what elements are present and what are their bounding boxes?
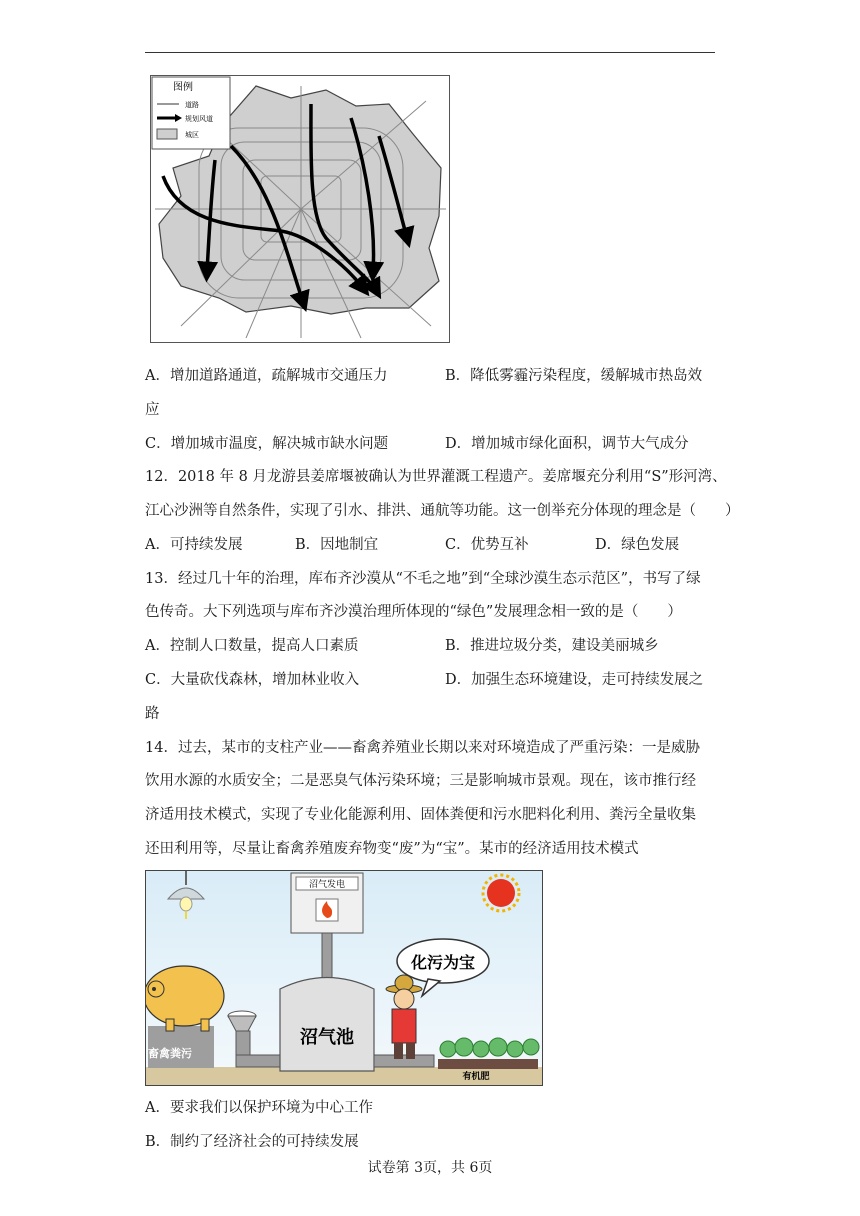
q11-option-a[interactable]: A．增加道路通道，疏解城市交通压力 [145, 368, 388, 384]
q13-option-c[interactable]: C．大量砍伐森林，增加林业收入 [145, 672, 360, 688]
page-footer: 试卷第 3页，共 6页 [367, 1160, 493, 1176]
q13-option-d[interactable]: D．加强生态环境建设，走可持续发展之 [445, 672, 704, 688]
q13-option-d-cont: 路 [145, 706, 160, 722]
manure-label: 畜禽粪污 [148, 1047, 192, 1060]
q14-stem-line1: 14．过去，某市的支柱产业——畜禽养殖业长期以来对环境造成了严重污染：一是威胁 [145, 740, 700, 756]
q11-option-c[interactable]: C．增加城市温度，解决城市缺水问题 [145, 436, 389, 452]
q11-option-b[interactable]: B．降低雾霾污染程度，缓解城市热岛效 [445, 368, 703, 384]
q13-stem-line1: 13．经过几十年的治理，库布齐沙漠从“不毛之地”到“全球沙漠生态示范区”，书写了绿 [145, 571, 701, 587]
q11-option-d[interactable]: D．增加城市绿化面积，调节大气成分 [445, 436, 689, 452]
legend-road: 道路 [185, 101, 199, 109]
q13-stem-line2: 色传奇。大下列选项与库布齐沙漠治理所体现的“绿色”发展理念相一致的是（ ） [145, 604, 682, 620]
q14-option-b[interactable]: B．制约了经济社会的可持续发展 [145, 1134, 359, 1150]
ventilation-corridor-map [150, 75, 450, 343]
q13-option-a[interactable]: A．控制人口数量，提高人口素质 [145, 638, 359, 654]
fertilizer-label: 有机肥 [462, 1072, 490, 1082]
q11-option-b-cont: 应 [145, 402, 160, 418]
q13-option-b[interactable]: B．推进垃圾分类，建设美丽城乡 [445, 638, 659, 654]
q12-stem-line1: 12．2018 年 8 月龙游县姜席堰被确认为世界灌溉工程遗产。姜席堰充分利用“S”形河湾、 [145, 469, 727, 485]
biogas-illustration [145, 870, 543, 1086]
tank-label: 沼气池 [300, 1027, 354, 1048]
header-rule [145, 52, 715, 53]
q14-stem-line3: 济适用技术模式，实现了专业化能源利用、固体粪便和污水肥料化利用、粪污全量收集 [145, 807, 696, 823]
q12-option-c[interactable]: C．优势互补 [445, 537, 529, 553]
q12-option-b[interactable]: B．因地制宜 [295, 537, 379, 553]
q12-option-a[interactable]: A．可持续发展 [145, 537, 243, 553]
q14-stem-line2: 饮用水源的水质安全；二是恶臭气体污染环境；三是影响城市景观。现在，该市推行经 [145, 773, 696, 789]
q12-stem-line2: 江心沙洲等自然条件，实现了引水、排洪、通航等功能。这一创举充分体现的理念是（ ） [145, 503, 740, 519]
legend-urban: 城区 [185, 131, 199, 139]
legend-title: 图例 [173, 82, 193, 93]
generator-sign: 沼气发电 [308, 880, 346, 890]
q14-stem-line4: 还田利用等，尽量让畜禽养殖废弃物变“废”为“宝”。某市的经济适用技术模式 [145, 841, 639, 857]
q14-option-a[interactable]: A．要求我们以保护环境为中心工作 [145, 1100, 373, 1116]
legend-corridor: 规划风道 [185, 115, 213, 123]
q12-option-d[interactable]: D．绿色发展 [595, 537, 680, 553]
map-svg [151, 76, 449, 342]
biogas-svg [146, 871, 542, 1085]
bubble-text: 化污为宝 [410, 953, 476, 972]
